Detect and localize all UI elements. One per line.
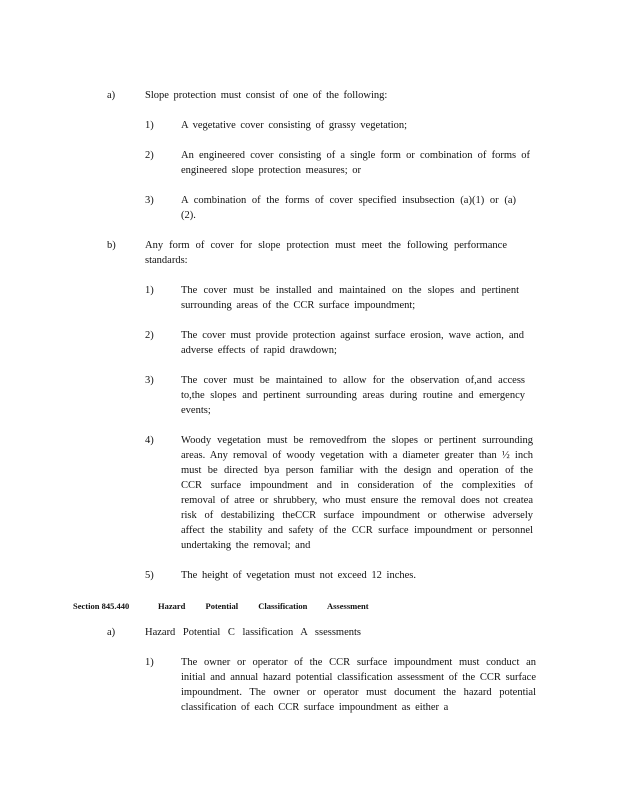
item-text: The cover must be maintained to allow for the observation of,and access to,the slopes and pertinent surrounding areas during routine and emergency events;	[181, 375, 525, 416]
item-text: The height of vegetation must not exceed 12 inches.	[181, 570, 416, 581]
section-number: Section 845.440	[73, 601, 130, 611]
item-text: The owner or operator of the CCR surface impoundment must conduct an initial and annual hazard potential classification assessment of the CCR surface impoundment. The owner or operator must document the hazard potential classification of each CCR surface impoundment as either a	[181, 657, 536, 713]
item-text: A vegetative cover consisting of grassy vegetation;	[181, 120, 408, 131]
item-text: The cover must be installed and maintained on the slopes and pertinent surrounding areas of the CCR surface impoundment;	[181, 285, 519, 311]
item-label: a)	[107, 90, 116, 101]
item-label: 4)	[145, 435, 154, 446]
item-label: 3)	[145, 375, 154, 386]
item-label: 1)	[145, 120, 154, 131]
item-label: a)	[107, 627, 116, 638]
item-text: A combination of the forms of cover specified insubsection (a)(1) or (a)(2).	[181, 195, 516, 221]
item-text: The cover must provide protection against surface erosion, wave action, and adverse effects of rapid drawdown;	[181, 330, 524, 356]
section-title: Hazard Potential Classification Assessment	[158, 601, 369, 611]
item-label: 3)	[145, 195, 154, 206]
item-text: Woody vegetation must be removedfrom the slopes or pertinent surrounding areas. Any removal of woody vegetation with a diameter greater than ½ inch must be directed bya person familiar with the design and operation of the CCR surface impoundment and in consideration of the complexities of removal of atree or shrubbery, who must ensure the removal does not createa risk of destabilizing theCCR surface impoundment or otherwise adversely affect the stability and safety of the CCR surface impoundment or personnel undertaking the removal; and	[181, 435, 533, 551]
item-text: An engineered cover consisting of a single form or combination of forms of engineered slope protection measures; or	[181, 150, 530, 176]
item-text: Hazard Potential C lassification A ssessments	[145, 627, 362, 638]
item-text: Slope protection must consist of one of the following:	[145, 90, 388, 101]
item-label: b)	[107, 240, 116, 251]
item-label: 1)	[145, 285, 154, 296]
item-label: 5)	[145, 570, 154, 581]
item-label: 2)	[145, 330, 154, 341]
item-label: 2)	[145, 150, 154, 161]
item-label: 1)	[145, 657, 154, 668]
item-text: Any form of cover for slope protection must meet the following performance standards:	[145, 240, 507, 266]
